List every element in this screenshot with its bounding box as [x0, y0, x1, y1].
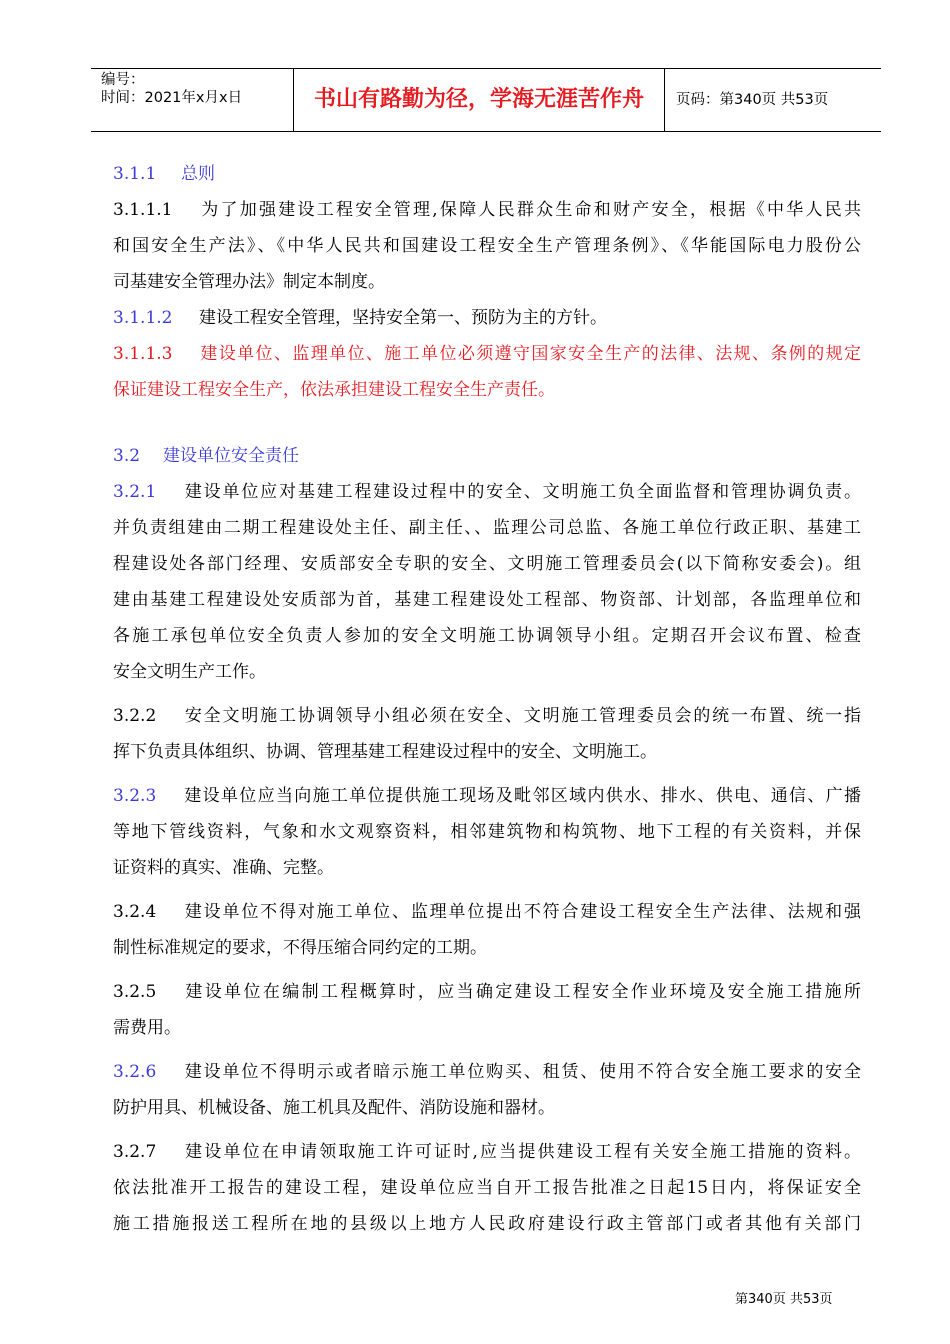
- header-page-info: 页码：第340页 共53页: [676, 92, 829, 108]
- paragraph-line: 司基建安全管理办法》制定本制度。: [113, 272, 385, 292]
- section-number: 3.1.1.2: [113, 308, 173, 328]
- time-label: 时间：2021年x月x日: [101, 90, 243, 106]
- section-number: 3.2.2: [113, 706, 157, 726]
- document-body: [113, 156, 861, 1242]
- paragraph-line: 等地下管线资料，气象和水文观察资料，相邻建筑物和构筑物、地下工程的有关资料，并保: [113, 822, 861, 842]
- paragraph-line: 证资料的真实、准确、完整。: [113, 858, 334, 878]
- section-number: 3.1.1.1: [113, 200, 173, 220]
- paragraph-line: 建设单位不得对施工单位、监理单位提出不符合建设工程安全生产法律、法规和强: [183, 902, 861, 922]
- paragraph-line: 安全文明施工协调领导小组必须在安全、文明施工管理委员会的统一布置、统一指: [183, 706, 861, 726]
- paragraph-3-2-4: [113, 894, 861, 966]
- paragraph-line: 挥下负责具体组织、协调、管理基建工程建设过程中的安全、文明施工。: [113, 742, 657, 762]
- paragraph-line: 和国安全生产法》、《中华人民共和国建设工程安全生产管理条例》、《华能国际电力股份公: [113, 236, 861, 256]
- page-footer: 第340页 共53页: [735, 1292, 833, 1307]
- section-number: 3.2.4: [113, 902, 157, 922]
- paragraph-line: 防护用具、机械设备、施工机具及配件、消防设施和器材。: [113, 1098, 555, 1118]
- paragraph-line: 建由基建工程建设处安质部为首，基建工程建设处工程部、物资部、计划部，各监理单位和: [113, 590, 861, 610]
- header-motto: 书山有路勤为径，学海无涯苦作舟: [294, 69, 665, 131]
- paragraph-line: 制性标准规定的要求，不得压缩合同约定的工期。: [113, 938, 487, 958]
- paragraph-line: 建设单位应对基建工程建设过程中的安全、文明施工负全面监督和管理协调负责。: [183, 482, 861, 502]
- paragraph-line: 建设单位在编制工程概算时，应当确定建设工程安全作业环境及安全施工措施所: [183, 982, 861, 1002]
- paragraph-line: 安全文明生产工作。: [113, 662, 266, 682]
- paragraph-line: 建设工程安全管理，坚持安全第一、预防为主的方针。: [199, 308, 607, 328]
- paragraph-line: 并负责组建由二期工程建设处主任、副主任、、监理公司总监、各施工单位行政正职、基建工: [113, 518, 861, 538]
- section-number: 3.2.5: [113, 982, 157, 1002]
- heading-3-1-1: [113, 156, 861, 192]
- section-number: 3.2.3: [113, 786, 157, 806]
- paragraph-line: 为了加强建设工程安全管理,保障人民群众生命和财产安全，根据《中华人民共: [199, 200, 861, 220]
- section-number: 3.2.1: [113, 482, 157, 502]
- section-number: 3.1.1: [113, 164, 157, 184]
- paragraph-line: 程建设处各部门经理、安质部安全专职的安全、文明施工管理委员会(以下简称安委会)。组: [113, 554, 861, 574]
- paragraph-3-1-1-3: [113, 336, 861, 408]
- section-number: 3.2: [113, 446, 141, 466]
- paragraph-3-2-3: [113, 778, 861, 886]
- paragraph-line: 建设单位、监理单位、施工单位必须遵守国家安全生产的法律、法规、条例的规定: [199, 344, 861, 364]
- section-title: 建设单位安全责任: [163, 446, 299, 466]
- paragraph-line: 保证建设工程安全生产，依法承担建设工程安全生产责任。: [113, 380, 555, 400]
- paragraph-3-2-7: [113, 1134, 861, 1242]
- paragraph-3-1-1-1: [113, 192, 861, 300]
- paragraph-3-2-6: [113, 1054, 861, 1126]
- heading-3-2: [113, 438, 861, 474]
- paragraph-line: 建设单位在申请领取施工许可证时,应当提供建设工程有关安全施工措施的资料。: [183, 1142, 861, 1162]
- paragraph-line: 建设单位应当向施工单位提供施工现场及毗邻区域内供水、排水、供电、通信、广播: [183, 786, 861, 806]
- paragraph-3-2-2: [113, 698, 861, 770]
- paragraph-3-1-1-2: [113, 300, 861, 336]
- paragraph-line: 施工措施报送工程所在地的县级以上地方人民政府建设行政主管部门或者其他有关部门: [113, 1214, 861, 1234]
- section-number: 3.2.6: [113, 1062, 157, 1082]
- paragraph-line: 建设单位不得明示或者暗示施工单位购买、租赁、使用不符合安全施工要求的安全: [183, 1062, 861, 1082]
- paragraph-line: 各施工承包单位安全负责人参加的安全文明施工协调领导小组。定期召开会议布置、检查: [113, 626, 861, 646]
- header-meta-cell: [91, 69, 294, 131]
- paragraph-line: 依法批准开工报告的建设工程，建设单位应当自开工报告批准之日起15日内，将保证安全: [113, 1178, 861, 1198]
- paragraph-3-2-1: [113, 474, 861, 690]
- paragraph-line: 需费用。: [113, 1018, 181, 1038]
- section-number: 3.1.1.3: [113, 344, 173, 364]
- paragraph-3-2-5: [113, 974, 861, 1046]
- section-title: 总则: [181, 164, 215, 184]
- code-label: 编号：: [101, 72, 145, 88]
- page-header: [91, 68, 881, 132]
- section-number: 3.2.7: [113, 1142, 157, 1162]
